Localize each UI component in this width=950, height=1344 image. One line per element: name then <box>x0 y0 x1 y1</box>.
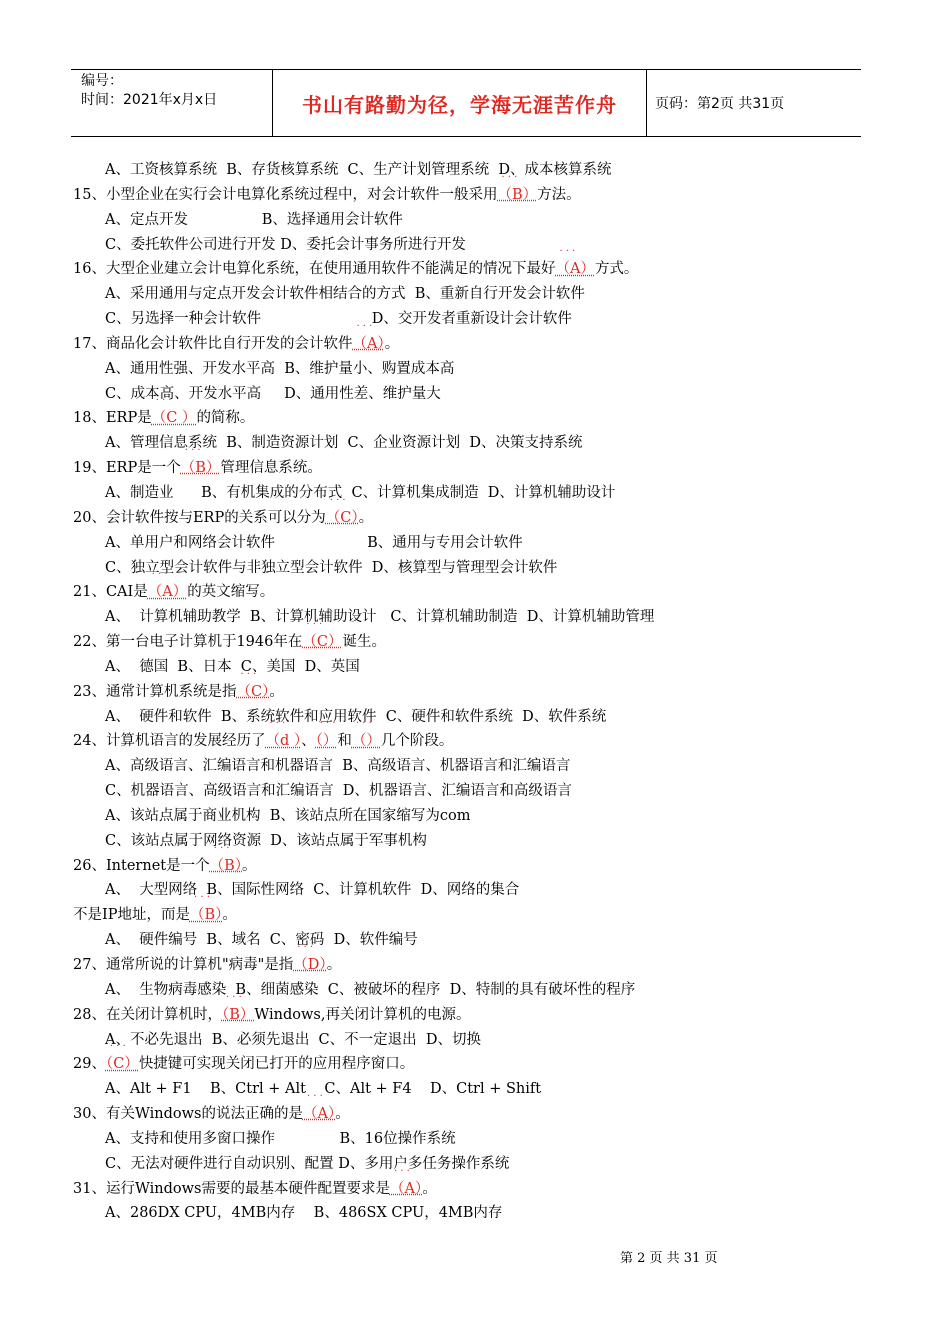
line-text: A、制造业 B、有机集成的分布式 C、计算机集成制造 D、计算机辅助设计 <box>105 484 616 501</box>
question-line <box>73 456 873 481</box>
document-number-label: 编号： <box>81 73 123 89</box>
line-text: C、机器语言、高级语言和汇编语言 D、机器语言、汇编语言和高级语言 <box>105 783 572 800</box>
question-line <box>73 406 873 431</box>
line-text: 31、运行Windows需要的最基本硬件配置要求是 <box>73 1180 390 1197</box>
line-text: C、独立型会计软件与非独立型会计软件 D、核算型与管理型会计软件 <box>105 559 558 576</box>
option-line <box>73 655 873 680</box>
option-line <box>73 158 873 183</box>
option-line <box>73 829 873 854</box>
line-text: 15、小型企业在实行会计电算化系统过程中，对会计软件一般采用 <box>73 186 498 203</box>
question-line <box>73 953 873 978</box>
page-header <box>71 69 861 137</box>
line-text: 、 <box>301 733 316 750</box>
answer-mark: · · · （C ） <box>152 410 197 426</box>
line-text: 。 <box>335 1106 350 1123</box>
option-line <box>73 1127 873 1152</box>
option-line <box>73 1028 873 1053</box>
line-text: 21、CAI是 <box>73 584 148 601</box>
line-text: A、 德国 B、日本 C、美国 D、英国 <box>105 658 360 675</box>
line-text: 的英文缩写。 <box>187 584 275 601</box>
option-line <box>73 208 873 233</box>
line-text: A、 生物病毒感染 B、细菌感染 C、被破坏的程序 D、特制的具有破坏性的程序 <box>105 981 636 998</box>
header-page-number: 页码：第2页 共31页 <box>655 96 785 112</box>
line-text: A、工资核算系统 B、存货核算系统 C、生产计划管理系统 D、成本核算系统 <box>105 162 612 178</box>
line-text: A、 计算机辅助教学 B、计算机辅助设计 C、计算机辅助制造 D、计算机辅助管理 <box>105 609 655 626</box>
line-text: C、无法对硬件进行自动识别、配置 D、多用户多任务操作系统 <box>105 1155 510 1172</box>
line-text: 23、通常计算机系统是指 <box>73 683 237 700</box>
line-text: 26、Internet是一个 <box>73 857 210 874</box>
option-line <box>73 282 873 307</box>
header-meta <box>71 70 273 136</box>
line-text: 24、计算机语言的发展经历了 <box>73 733 266 750</box>
answer-mark: · · · （C） <box>302 634 342 650</box>
line-text: A、该站点属于商业机构 B、该站点所在国家缩写为com <box>105 807 471 824</box>
option-line <box>73 605 873 630</box>
option-line <box>73 779 873 804</box>
option-line <box>73 357 873 382</box>
line-text: 。 <box>222 907 237 924</box>
line-text: A、不必先退出 B、必须先退出 C、不一定退出 D、切换 <box>105 1031 481 1048</box>
line-text: A、定点开发 B、选择通用会计软件 <box>105 211 403 228</box>
question-line <box>73 257 873 282</box>
question-line <box>73 580 873 605</box>
line-text: Windows,再关闭计算机的电源。 <box>254 1006 471 1023</box>
answer-mark: · · · （A） <box>352 336 384 352</box>
answer-mark: · · · （C） <box>326 510 359 526</box>
question-line <box>73 1052 873 1077</box>
line-text: 。 <box>269 683 284 700</box>
option-line <box>73 705 873 730</box>
line-text: A、 大型网络 B、国际性网络 C、计算机软件 D、网络的集合 <box>105 882 520 899</box>
question-line <box>73 1102 873 1127</box>
line-text: 不是IP地址，而是 <box>73 907 190 924</box>
header-motto: 书山有路勤为径，学海无涯苦作舟 <box>273 70 647 136</box>
option-line <box>73 1201 873 1226</box>
option-line <box>73 1152 873 1177</box>
question-line <box>73 1003 873 1028</box>
option-line <box>73 556 873 581</box>
question-line <box>73 1177 873 1202</box>
line-text: 19、ERP是一个 <box>73 460 181 477</box>
line-text: 22、第一台电子计算机于1946年在 <box>73 634 303 651</box>
option-line <box>73 804 873 829</box>
line-text: 29、 <box>73 1056 106 1073</box>
line-text: A、单用户和网络会计软件 B、通用与专用会计软件 <box>105 534 523 551</box>
line-text: A、管理信息系统 B、制造资源计划 C、企业资源计划 D、决策支持系统 <box>105 435 583 452</box>
option-line <box>73 1077 873 1102</box>
line-text: 18、ERP是 <box>73 410 152 427</box>
question-line <box>73 332 873 357</box>
question-line <box>73 630 873 655</box>
line-text: A、高级语言、汇编语言和机器语言 B、高级语言、机器语言和汇编语言 <box>105 758 571 775</box>
answer-mark: · · · （A） <box>148 584 187 600</box>
option-line <box>73 233 873 258</box>
answer-mark: · · · （） <box>316 733 338 749</box>
line-text: A、Alt + F1 B、Ctrl + Alt C、Alt + F4 D、Ctrl + Shift <box>105 1081 542 1098</box>
option-line <box>73 978 873 1003</box>
option-line <box>73 307 873 332</box>
line-text: 诞生。 <box>342 634 386 651</box>
question-line <box>73 183 873 208</box>
line-text: 27、通常所说的计算机"病毒"是指 <box>73 957 294 973</box>
option-line <box>73 754 873 779</box>
option-line <box>73 928 873 953</box>
answer-mark: · · · （A） <box>390 1181 422 1197</box>
line-text: A、 硬件编号 B、域名 C、密码 D、软件编号 <box>105 932 418 949</box>
question-line <box>73 680 873 705</box>
question-line <box>73 506 873 531</box>
line-text: 快捷键可实现关闭已打开的应用程序窗口。 <box>138 1056 415 1073</box>
answer-mark: · · · （） <box>352 733 381 749</box>
line-text: 几个阶段。 <box>380 733 454 750</box>
answer-mark: · · · （B） <box>497 187 537 203</box>
line-text: C、该站点属于网络资源 D、该站点属于军事机构 <box>105 832 427 849</box>
line-text: 17、商品化会计软件比自行开发的会计软件 <box>73 335 353 352</box>
line-text: 。 <box>422 1180 437 1197</box>
line-text: C、委托软件公司进行开发 D、委托会计事务所进行开发 <box>105 236 466 253</box>
line-text: 20、会计软件按与ERP的关系可以分为 <box>73 509 326 526</box>
line-text: 方法。 <box>537 186 581 203</box>
answer-mark: · · · （B） <box>190 907 222 923</box>
line-text: 方式。 <box>594 261 639 278</box>
answer-mark: · · · （A） <box>555 261 594 277</box>
option-line <box>73 481 873 506</box>
line-text: A、支持和使用多窗口操作 B、16位操作系统 <box>105 1130 456 1147</box>
line-text: 。 <box>326 957 342 973</box>
page-footer: 第 2 页 共 31 页 <box>620 1251 718 1266</box>
answer-mark: · · · （B） <box>181 460 221 476</box>
question-line <box>73 903 873 928</box>
line-text: C、成本高、开发水平高 D、通用性差、维护量大 <box>105 385 441 402</box>
answer-mark: · · · （C） <box>236 684 269 700</box>
answer-mark: · · · （A） <box>303 1106 335 1122</box>
answer-mark: · · · （B） <box>210 858 242 874</box>
document-time: 时间：2021年x月x日 <box>81 92 218 108</box>
line-text: 30、有关Windows的说法正确的是 <box>73 1106 303 1123</box>
answer-mark: · · · （d ） <box>265 733 301 749</box>
answer-mark: · · · （B） <box>222 1007 254 1023</box>
question-list <box>73 158 873 1226</box>
line-text: A、 硬件和软件 B、系统软件和应用软件 C、硬件和软件系统 D、软件系统 <box>105 708 607 725</box>
line-text: 。 <box>384 335 400 352</box>
line-text: A、286DX CPU，4MB内存 B、486SX CPU，4MB内存 <box>105 1205 503 1222</box>
option-line <box>73 531 873 556</box>
option-line <box>73 382 873 407</box>
line-text: 的简称。 <box>196 410 255 427</box>
answer-mark: · · · （C） <box>106 1056 139 1072</box>
line-text: 管理信息系统。 <box>220 460 322 477</box>
question-line <box>73 854 873 879</box>
line-text: A、采用通用与定点开发会计软件相结合的方式 B、重新自行开发会计软件 <box>105 286 585 303</box>
line-text: 。 <box>358 509 374 526</box>
line-text: A、通用性强、开发水平高 B、维护量小、购置成本高 <box>105 360 455 377</box>
line-text: 。 <box>242 857 257 874</box>
line-text: 28、在关闭计算机时， <box>73 1006 222 1023</box>
answer-mark: · · · （D） <box>293 957 326 973</box>
line-text: 和 <box>337 733 352 750</box>
line-text: 16、大型企业建立会计电算化系统，在使用通用软件不能满足的情况下最好 <box>73 261 556 278</box>
line-text: C、另选择一种会计软件 D、交开发者重新设计会计软件 <box>105 311 572 328</box>
question-line <box>73 729 873 754</box>
